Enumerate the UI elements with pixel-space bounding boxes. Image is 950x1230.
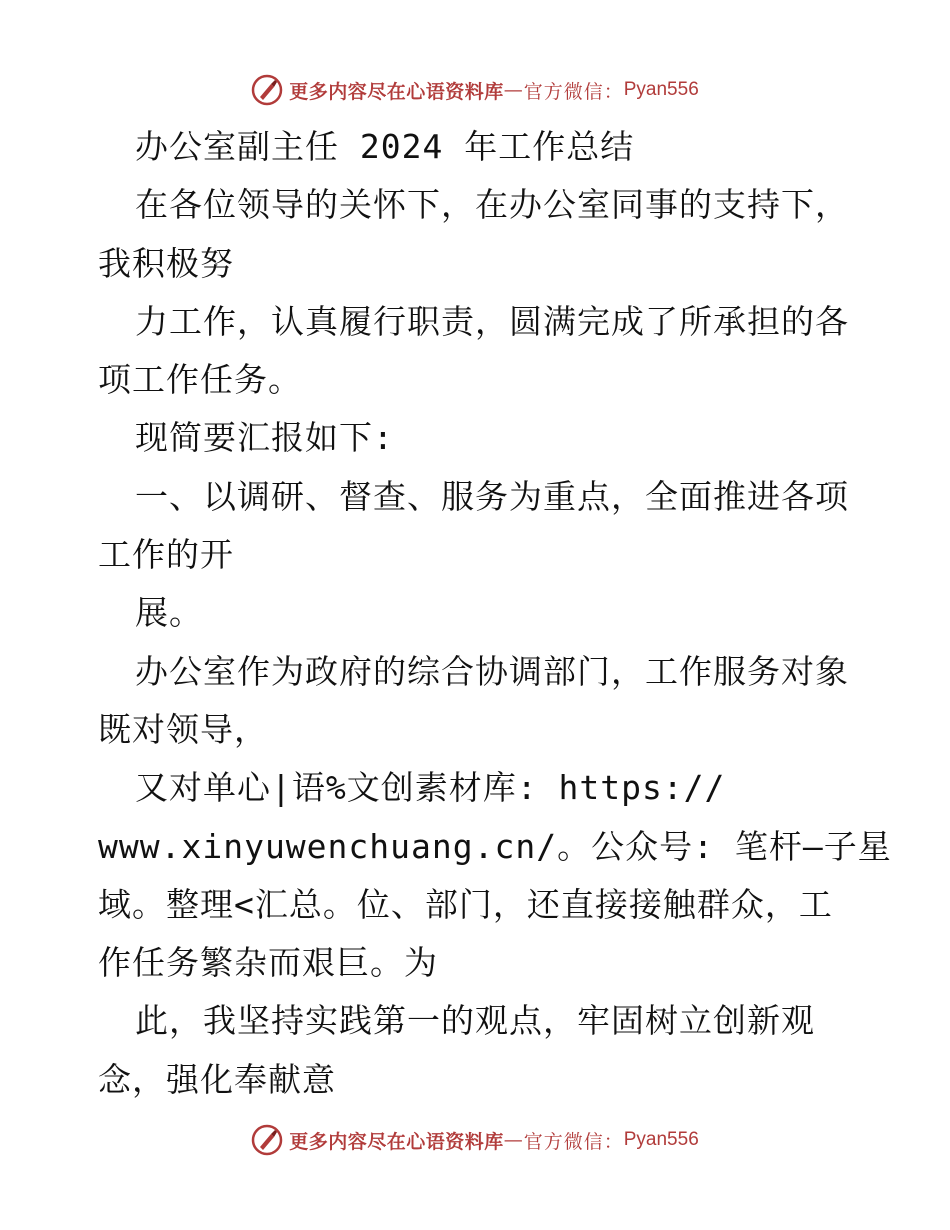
text-line: www.xinyuwenchuang.cn/。公众号: 笔杆—子星	[98, 826, 892, 866]
watermark-wechat-label: 官方微信：	[523, 80, 624, 103]
watermark-wechat-label: 官方微信：	[523, 1130, 624, 1153]
text-line: 域。整理<汇总。位、部门，还直接接触群众，工	[98, 884, 833, 924]
watermark-dash: —	[503, 79, 524, 101]
document-body	[98, 118, 892, 1109]
text-line: 项工作任务。	[98, 360, 302, 400]
text-line: 我积极努	[98, 243, 234, 283]
watermark-footer	[0, 1122, 950, 1158]
text-line: 又对单心|语%文创素材库: https://	[135, 768, 726, 808]
text-line: 展。	[135, 593, 203, 633]
text-line: 力工作，认真履行职责，圆满完成了所承担的各	[135, 301, 849, 341]
watermark-site-text: 更多内容尽在心语资料库	[289, 80, 504, 103]
text-line: 在各位领导的关怀下，在办公室同事的支持下，	[135, 185, 849, 225]
text-line: 作任务繁杂而艰巨。为	[98, 943, 438, 983]
text-line: 既对领导，	[98, 709, 268, 749]
document-title: 办公室副主任 2024 年工作总结	[135, 127, 635, 166]
pen-logo-icon	[251, 74, 283, 106]
watermark-header	[0, 72, 950, 108]
watermark-site-text: 更多内容尽在心语资料库	[289, 1130, 504, 1153]
text-line: 办公室作为政府的综合协调部门，工作服务对象	[135, 651, 849, 691]
text-line: 念，强化奉献意	[98, 1059, 336, 1099]
text-line: 此，我坚持实践第一的观点，牢固树立创新观	[135, 1001, 815, 1041]
text-line: 工作的开	[98, 535, 234, 575]
watermark-dash: —	[503, 1129, 524, 1151]
text-line: 现简要汇报如下:	[135, 418, 394, 458]
section-heading: 一、以调研、督查、服务为重点，全面推进各项	[135, 476, 849, 516]
watermark-wechat-id: Pyan556	[623, 79, 699, 100]
pen-logo-icon	[251, 1124, 283, 1156]
watermark-wechat-id: Pyan556	[623, 1129, 699, 1150]
